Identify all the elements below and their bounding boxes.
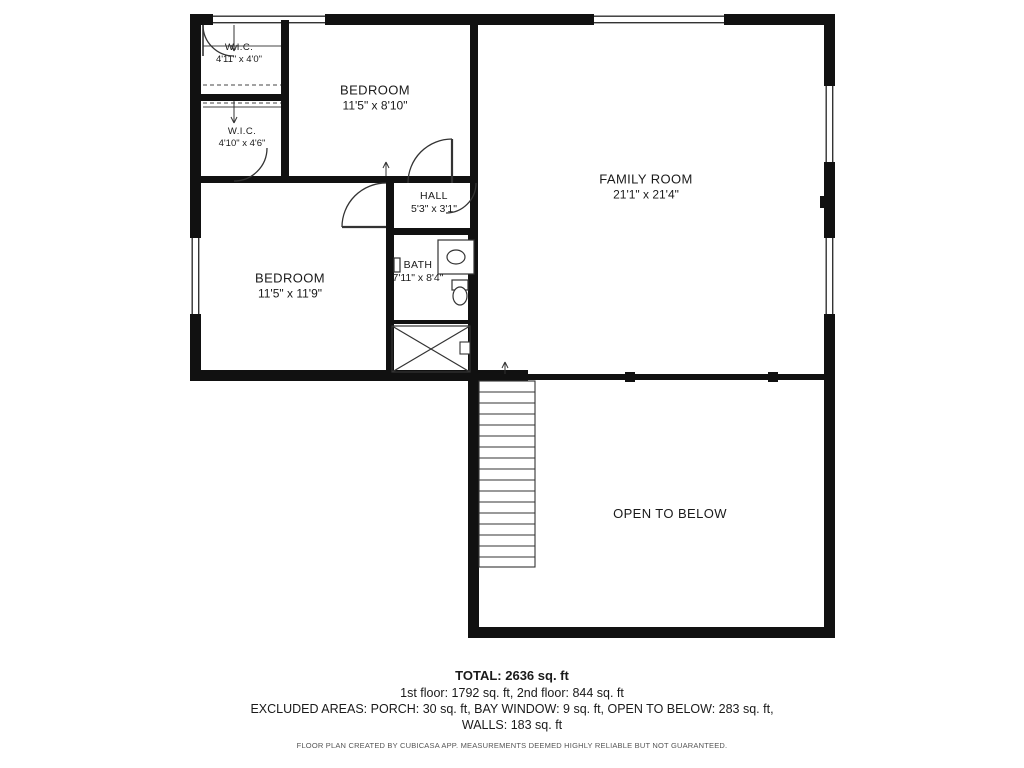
total-area: TOTAL: 2636 sq. ft bbox=[455, 668, 569, 683]
railing bbox=[528, 372, 828, 382]
wall-posts bbox=[820, 196, 832, 208]
shower-box bbox=[392, 326, 470, 372]
room-name: BATH bbox=[403, 258, 433, 271]
interior-walls bbox=[195, 20, 478, 382]
room-dims: 4'10" x 4'6" bbox=[218, 138, 266, 149]
room-name: W.I.C. bbox=[224, 42, 254, 54]
room-dims: 7'11" x 8'4" bbox=[392, 272, 444, 284]
excluded-areas-line2: WALLS: 183 sq. ft bbox=[461, 718, 563, 732]
room-name: FAMILY ROOM bbox=[599, 171, 693, 187]
room-dims: 4'11" x 4'0" bbox=[215, 54, 263, 65]
room-name: BEDROOM bbox=[255, 270, 325, 286]
room-name: HALL bbox=[420, 189, 448, 202]
disclaimer-text: FLOOR PLAN CREATED BY CUBICASA APP. MEASUREMENTS DEEMED HIGHLY RELIABLE BUT NOT GUARANTEED. bbox=[296, 741, 728, 750]
floor-breakdown: 1st floor: 1792 sq. ft, 2nd floor: 844 sq. ft bbox=[400, 686, 624, 700]
area-summary bbox=[0, 668, 1024, 734]
staircase bbox=[479, 381, 535, 567]
room-dims: 21'1" x 21'4" bbox=[613, 187, 679, 202]
shower-fixture bbox=[460, 342, 470, 354]
room-name: W.I.C. bbox=[227, 126, 257, 138]
room-dims: 5'3" x 3'1" bbox=[411, 203, 457, 215]
room-name: OPEN TO BELOW bbox=[613, 505, 727, 521]
room-dims: 11'5" x 11'9" bbox=[257, 286, 323, 301]
bath-fixtures bbox=[394, 240, 474, 305]
excluded-areas-line1: EXCLUDED AREAS: PORCH: 30 sq. ft, BAY WINDOW: 9 sq. ft, OPEN TO BELOW: 283 sq. ft, bbox=[250, 702, 774, 716]
doors bbox=[203, 25, 476, 227]
room-name: BEDROOM bbox=[340, 82, 410, 98]
room-dims: 11'5" x 8'10" bbox=[342, 98, 408, 113]
